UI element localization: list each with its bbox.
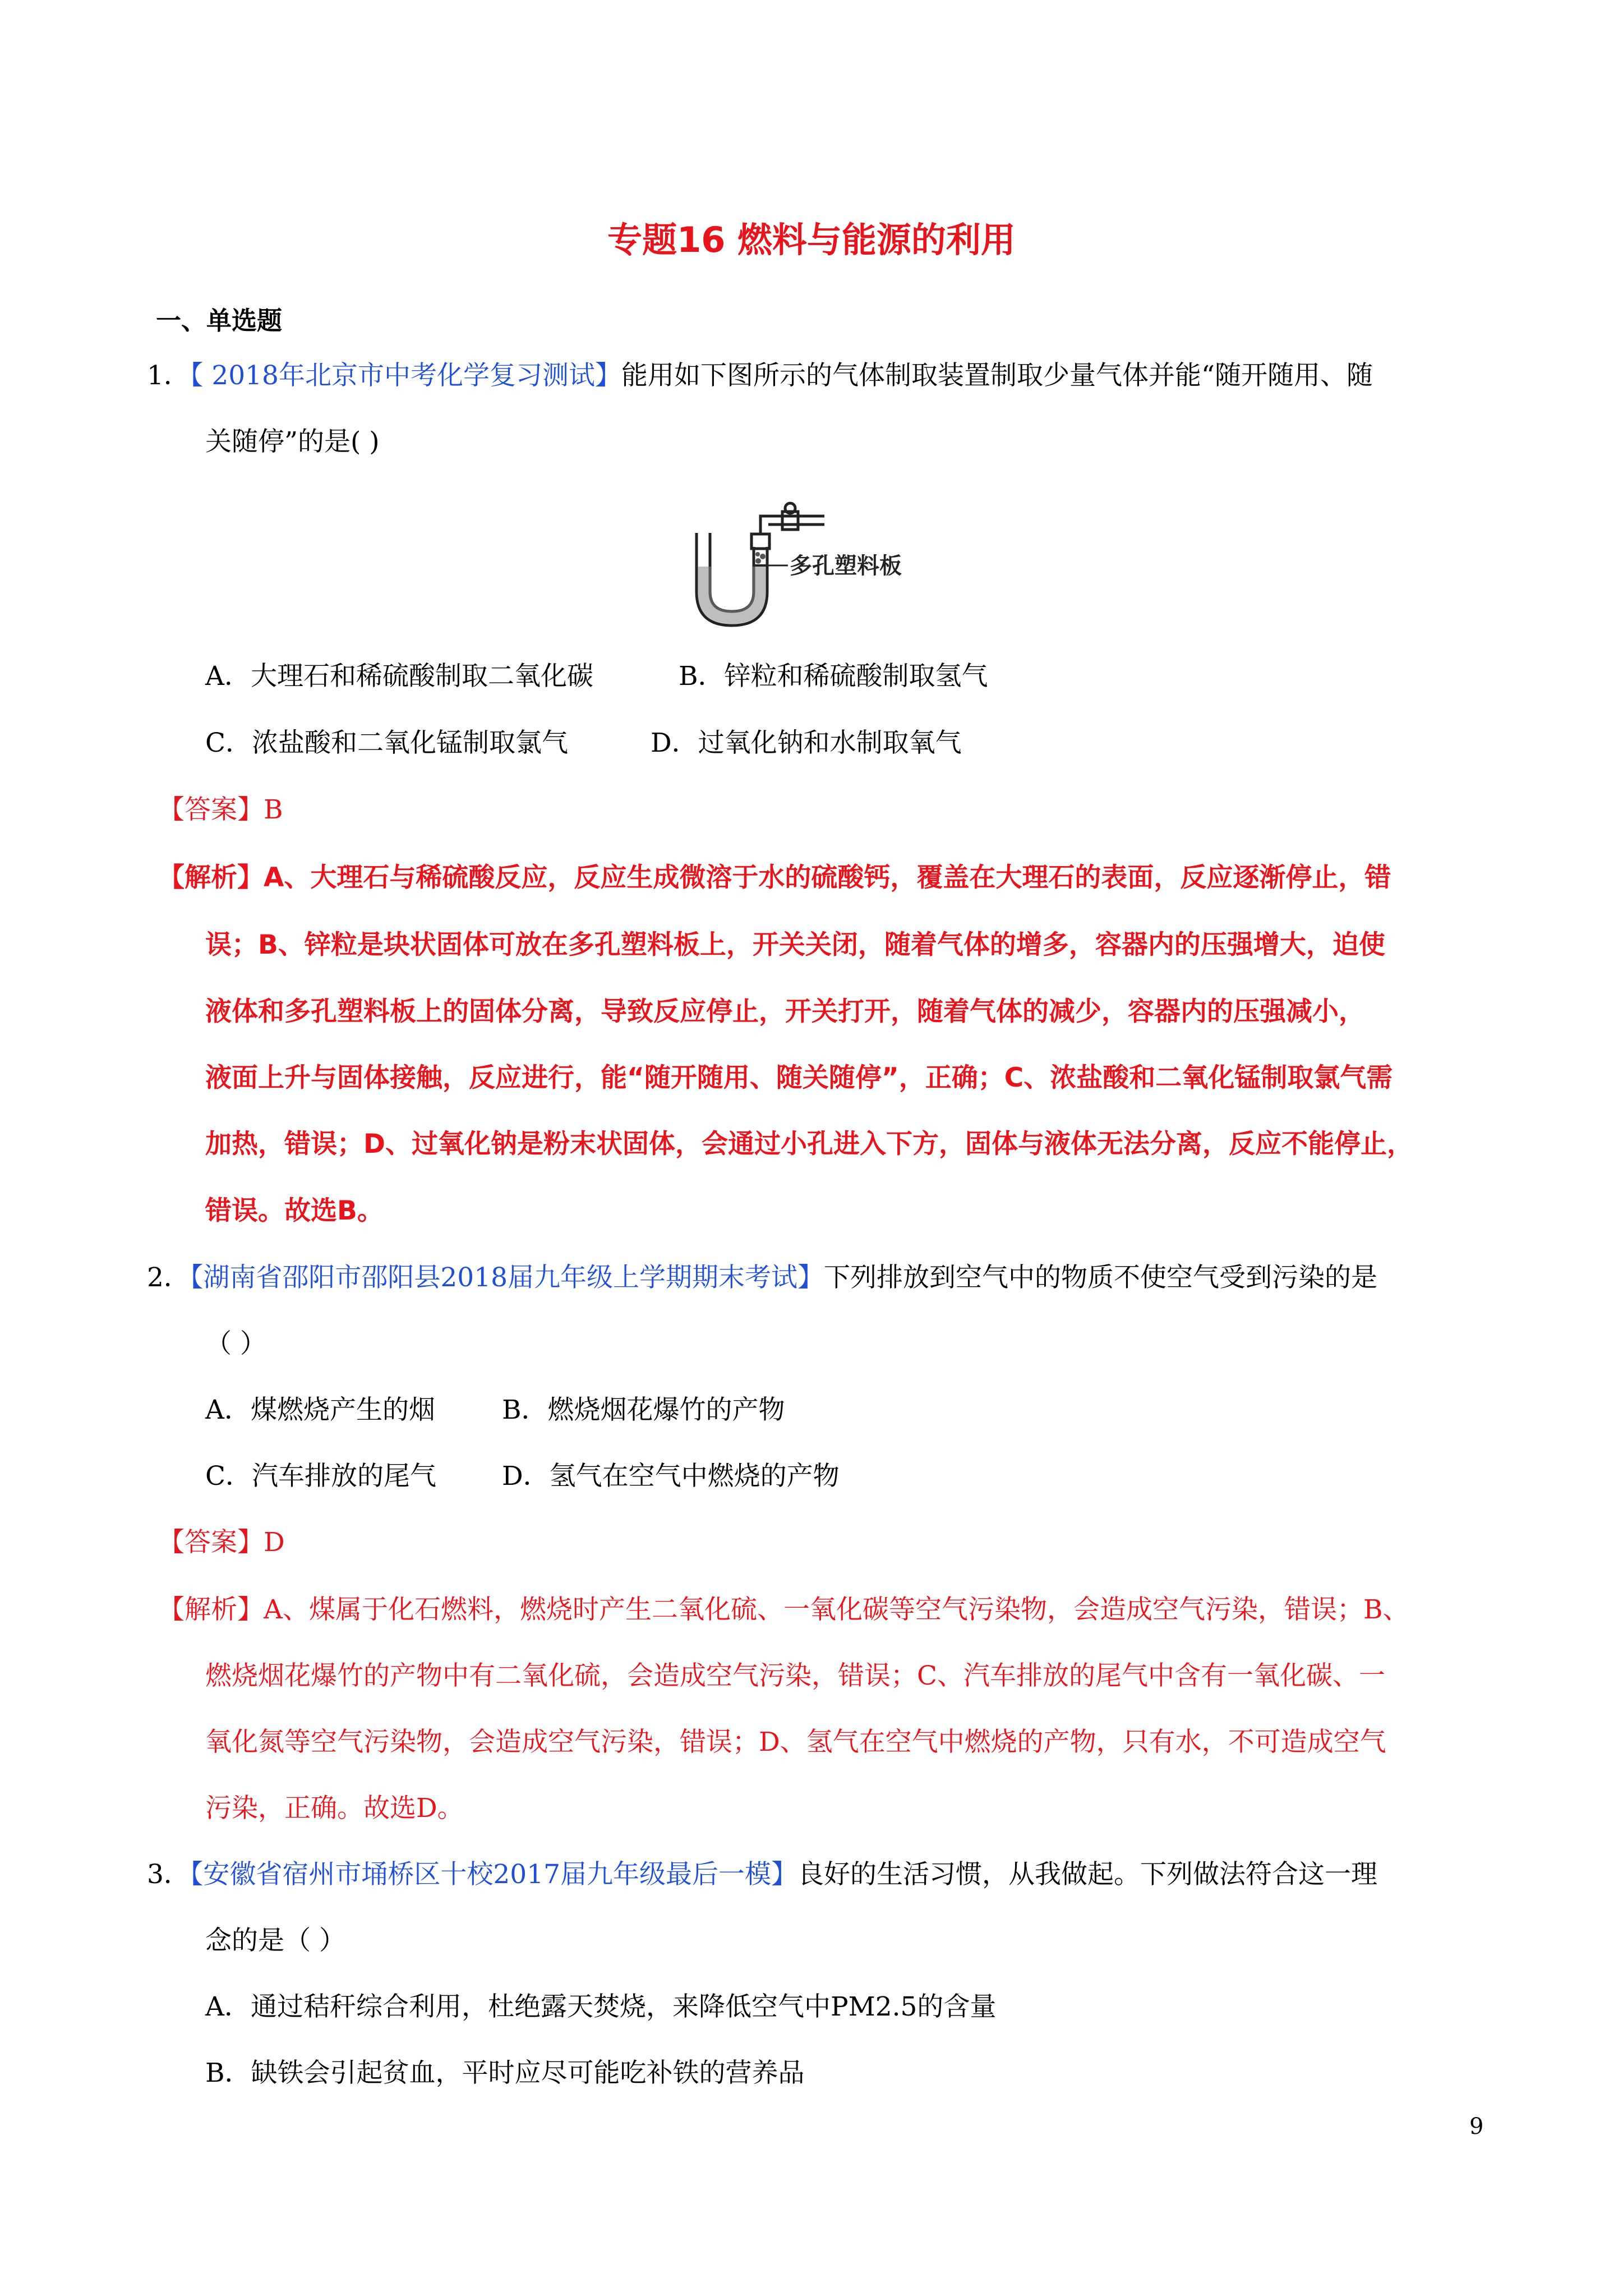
page-number: 9 xyxy=(1469,2114,1484,2139)
analysis-1-line-5: 加热，错误；D、过氧化钠是粉末状固体，会通过小孔进入下方，固体与液体无法分离，反应不能停止， xyxy=(205,1129,1414,1159)
option-a: A．大理石和稀硫酸制取二氧化碳 xyxy=(205,661,593,692)
analysis-tag: 【解析】 xyxy=(158,1594,264,1625)
answer-tag: 【答案】 xyxy=(158,1527,264,1558)
question-3-stem-cont: 念的是（ ） xyxy=(205,1925,345,1956)
option-b: B．锌粒和稀硫酸制取氢气 xyxy=(679,661,988,692)
question-source: 【安徽省宿州市埇桥区十校2017届九年级最后一模】 xyxy=(190,1859,798,1890)
question-number: 3． xyxy=(147,1859,190,1890)
analysis-1-line-6: 错误。故选B。 xyxy=(205,1195,384,1226)
answer-1 xyxy=(158,793,283,827)
answer-2 xyxy=(158,1526,285,1559)
option-b: B．缺铁会引起贫血，平时应尽可能吃补铁的营养品 xyxy=(205,2058,805,2088)
question-text: 下列排放到空气中的物质不使空气受到污染的是 xyxy=(824,1262,1378,1293)
figure-label: 多孔塑料板 xyxy=(790,553,902,579)
section-heading: 一、单选题 xyxy=(156,306,283,335)
analysis-1-line-1: 【解析】A、大理石与稀硫酸反应，反应生成微溶于水的硫酸钙，覆盖在大理石的表面，反应逐渐停止，错 xyxy=(158,862,1391,893)
question-source: 【湖南省邵阳市邵阳县2018届九年级上学期期末考试】 xyxy=(190,1262,824,1293)
question-text: 能用如下图所示的气体制取装置制取少量气体并能“随开随用、随 xyxy=(621,360,1373,391)
analysis-2-line-4: 污染，正确。故选D。 xyxy=(205,1793,464,1824)
option-c: C．汽车排放的尾气 xyxy=(205,1461,436,1492)
question-2-stem-cont: （ ） xyxy=(205,1328,266,1359)
question-text: 良好的生活习惯，从我做起。下列做法符合这一理 xyxy=(797,1859,1378,1890)
option-a: A．通过秸秆综合利用，杜绝露天焚烧，来降低空气中PM2.5的含量 xyxy=(205,1991,997,2022)
question-number: 1． xyxy=(147,360,190,391)
question-number: 2． xyxy=(147,1262,190,1293)
answer-tag: 【答案】 xyxy=(158,794,264,825)
page-title: 专题16 燃料与能源的利用 xyxy=(607,219,1016,260)
u-tube-apparatus-figure xyxy=(684,499,942,634)
question-3-stem xyxy=(147,1858,1377,1892)
question-source: 【 2018年北京市中考化学复习测试】 xyxy=(190,360,621,391)
analysis-2-line-1: 【解析】A、煤属于化石燃料，燃烧时产生二氧化硫、一氧化碳等空气污染物，会造成空气污染，错误；B、 xyxy=(158,1594,1409,1625)
analysis-tag: 【解析】 xyxy=(158,862,264,893)
analysis-1-line-4: 液面上升与固体接触，反应进行，能“随开随用、随关随停”，正确；C、浓盐酸和二氧化锰制取氯气需 xyxy=(205,1062,1393,1093)
answer-value: B xyxy=(264,794,283,825)
analysis-1-line-3: 液体和多孔塑料板上的固体分离，导致反应停止，开关打开，随着气体的减少，容器内的压强减小， xyxy=(205,996,1365,1027)
analysis-2-line-3: 氧化氮等空气污染物，会造成空气污染，错误；D、氢气在空气中燃烧的产物，只有水，不可造成空气 xyxy=(205,1727,1386,1757)
question-1-stem xyxy=(147,359,1373,393)
option-b: B．燃烧烟花爆竹的产物 xyxy=(502,1395,785,1425)
analysis-2-line-2: 燃烧烟花爆竹的产物中有二氧化硫，会造成空气污染，错误；C、汽车排放的尾气中含有一氧化碳、一 xyxy=(205,1660,1385,1691)
question-1-stem-cont: 关随停”的是( ) xyxy=(205,426,380,457)
option-c: C．浓盐酸和二氧化锰制取氯气 xyxy=(205,728,568,758)
option-d: D．过氧化钠和水制取氧气 xyxy=(651,728,962,758)
analysis-1-line-2: 误；B、锌粒是块状固体可放在多孔塑料板上，开关关闭，随着气体的增多，容器内的压强增大，迫使 xyxy=(205,930,1385,960)
question-2-stem xyxy=(147,1261,1377,1295)
option-a: A．煤燃烧产生的烟 xyxy=(205,1395,435,1425)
answer-value: D xyxy=(264,1527,285,1558)
option-d: D．氢气在空气中燃烧的产物 xyxy=(502,1461,840,1492)
